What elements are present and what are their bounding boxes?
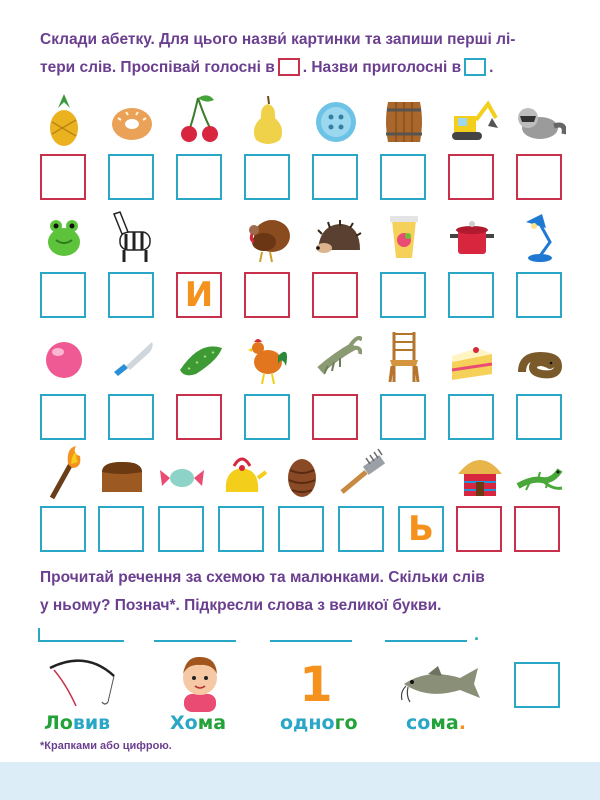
barrel-icon xyxy=(378,88,430,148)
consonant-letter-box[interactable] xyxy=(244,394,290,440)
bagel-icon xyxy=(106,88,158,148)
fishing-rod-icon xyxy=(46,654,120,710)
pineapple-icon xyxy=(38,88,90,148)
task2-line2: у ньому? Познач*. Підкресли слова з великої букви. xyxy=(40,597,442,614)
knife-icon xyxy=(106,326,158,386)
vowel-letter-box[interactable] xyxy=(244,272,290,318)
consonant-letter-box[interactable] xyxy=(40,506,86,552)
hedgehog-icon xyxy=(310,204,362,264)
consonant-letter-box[interactable] xyxy=(312,154,358,200)
vowel-letter-box[interactable] xyxy=(456,506,502,552)
schema-line-4 xyxy=(385,640,467,642)
consonant-letter-box[interactable] xyxy=(380,394,426,440)
vowel-letter-box[interactable] xyxy=(516,154,562,200)
vowel-letter-box[interactable] xyxy=(176,394,222,440)
pear-icon xyxy=(242,88,294,148)
number-one: 1 xyxy=(299,657,333,713)
rooster-icon xyxy=(242,326,294,386)
vowel-letter-box[interactable] xyxy=(312,272,358,318)
task-instructions-alphabet xyxy=(40,26,560,82)
catfish-icon xyxy=(398,660,482,704)
task1-line2: тери слів. Проспівай голосні в . Назви приголосні в . xyxy=(40,59,494,76)
word-soma: сома. xyxy=(406,712,466,734)
consonant-box-sample xyxy=(464,58,486,76)
cherries-icon xyxy=(174,88,226,148)
vowel-letter-box[interactable] xyxy=(448,154,494,200)
written-letter: И xyxy=(184,275,214,315)
consonant-letter-box[interactable] xyxy=(108,394,154,440)
word-odnoho: одного xyxy=(280,712,358,734)
lamp-icon xyxy=(514,204,566,264)
vowel-letter-box[interactable] xyxy=(514,506,560,552)
consonant-letter-box[interactable] xyxy=(380,154,426,200)
kettle-icon xyxy=(216,442,268,502)
lizard-icon xyxy=(512,442,564,502)
hut-icon xyxy=(454,442,506,502)
consonant-letter-box[interactable] xyxy=(40,394,86,440)
brush-icon xyxy=(336,442,388,502)
candy-icon xyxy=(156,442,208,502)
crayfish-icon xyxy=(310,326,362,386)
consonant-letter-box[interactable] xyxy=(448,394,494,440)
consonant-letter-box[interactable] xyxy=(338,506,384,552)
boy-icon xyxy=(174,652,226,712)
consonant-letter-box[interactable] xyxy=(218,506,264,552)
cake-icon xyxy=(446,326,498,386)
bread-icon xyxy=(96,442,148,502)
consonant-letter-box[interactable] xyxy=(398,506,444,552)
task1-line1: Склади абетку. Для цього назви́ картинки та запиши перші лі- xyxy=(40,31,516,48)
turkey-icon xyxy=(242,204,294,264)
vowel-box-sample xyxy=(278,58,300,76)
button-icon xyxy=(310,88,362,148)
vowel-letter-box[interactable] xyxy=(40,154,86,200)
raccoon-icon xyxy=(514,88,566,148)
vowel-letter-box[interactable] xyxy=(312,394,358,440)
written-letter: Ь xyxy=(408,509,434,549)
ball-icon xyxy=(38,326,90,386)
yogurt-icon xyxy=(378,204,430,264)
snake-icon xyxy=(514,326,566,386)
excavator-icon xyxy=(446,88,498,148)
answer-word-count-box[interactable] xyxy=(514,662,560,708)
consonant-letter-box[interactable] xyxy=(380,272,426,318)
task2-line1: Прочитай речення за схемою та малюнками. Скільки слів xyxy=(40,569,485,586)
vowel-letter-box[interactable] xyxy=(176,272,222,318)
consonant-letter-box[interactable] xyxy=(158,506,204,552)
footnote: *Крапками або цифрою. xyxy=(40,740,172,752)
consonant-letter-box[interactable] xyxy=(516,272,562,318)
consonant-letter-box[interactable] xyxy=(40,272,86,318)
bottom-band xyxy=(0,762,600,800)
consonant-letter-box[interactable] xyxy=(176,154,222,200)
consonant-letter-box[interactable] xyxy=(448,272,494,318)
schema-period: . xyxy=(474,624,480,644)
torch-icon xyxy=(38,442,90,502)
frog-icon xyxy=(38,204,90,264)
cucumber-icon xyxy=(174,326,226,386)
chair-icon xyxy=(378,326,430,386)
consonant-letter-box[interactable] xyxy=(516,394,562,440)
task-instructions-sentence xyxy=(40,564,560,620)
word-lovyv: Ловив xyxy=(44,712,111,734)
pinecone-icon xyxy=(276,442,328,502)
consonant-letter-box[interactable] xyxy=(244,154,290,200)
word-khoma: Хома xyxy=(170,712,227,734)
pot-icon xyxy=(446,204,498,264)
zebra-icon xyxy=(106,204,158,264)
schema-line-1 xyxy=(38,628,124,642)
consonant-letter-box[interactable] xyxy=(108,154,154,200)
schema-line-2 xyxy=(154,640,236,642)
schema-line-3 xyxy=(270,640,352,642)
consonant-letter-box[interactable] xyxy=(278,506,324,552)
consonant-letter-box[interactable] xyxy=(108,272,154,318)
consonant-letter-box[interactable] xyxy=(98,506,144,552)
